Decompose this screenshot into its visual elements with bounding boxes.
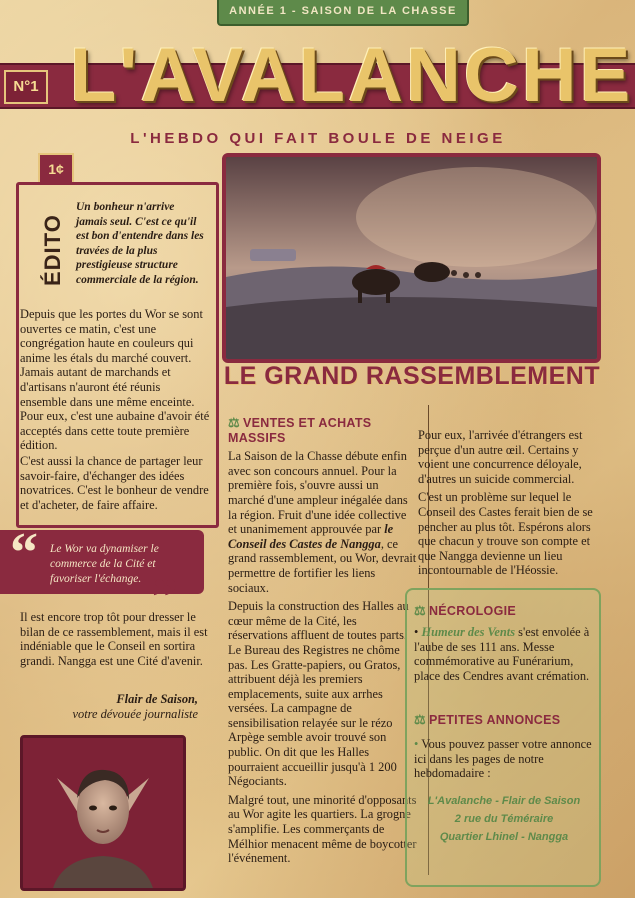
article-column-2: [418, 428, 596, 582]
necrologie-title: ⚖ NÉCROLOGIE: [414, 603, 517, 618]
pull-quote-text: Le Wor va dynamiser le commerce de la Cité et favoriser l'échange.: [50, 543, 159, 585]
author-role: votre dévouée journaliste: [72, 707, 198, 721]
issue-number: N°1: [4, 70, 48, 104]
article-paragraph-3: Malgré tout, une minorité d'opposants au Wor agite les quartiers. La grogne s'amplifie. Les commerçants de Mélhior menacent même de boycotter l'événement.: [228, 792, 417, 866]
edito-label: ÉDITO: [40, 214, 65, 286]
article-paragraph-2: Depuis la construction des Halles au cœur même de la Cité, les réservations affluent de toutes parts. Le Bureau des Registres ne chôme pas. Les Gratte-papiers, ou Gratos, attribuent déjà les premiers emplacements, suite aux arrhes versées. La campagne de sensibilisation relayée sur le rézo Arpège semble avoir trouvé son public. On dit que les Halles pourraient accueillir jusqu'à 1 200 Négociants.: [228, 599, 409, 789]
scales-icon: ⚖: [228, 415, 240, 430]
address-line-1: L'Avalanche - Flair de Saison: [427, 795, 581, 807]
portrait-illustration: [23, 738, 183, 888]
edito-paragraph-2: C'est aussi la chance de partager leur savoir-faire, d'échanger des idées novatrices. C'est le bonheur de vendre et d'acheter, de faire affaire.: [20, 453, 209, 512]
annonces-address: [414, 792, 594, 846]
necrologie-text: • Humeur des Vents s'est envolée à l'aube de ses 111 ans. Messe commémorative au Funérarium, place des Cendres avant crémation.: [414, 625, 590, 683]
council-name: le Conseil des Castes de Nangga: [228, 522, 394, 551]
address-line-2: 2 rue du Téméraire: [454, 813, 554, 825]
caravan-scene: [226, 157, 597, 359]
edito-lead: Un bonheur n'arrive jamais seul. C'est ce qu'il est bon d'entendre dans les travées de la plus prestigieuse structure commerciale de la région.: [76, 201, 204, 286]
annonces-text: • Vous pouvez passer votre annonce ici dans les pages de notre hebdomadaire :: [414, 737, 592, 781]
author-name: Flair de Saison,: [116, 692, 198, 706]
masthead-subtitle: L'HEBDO QUI FAIT BOULE DE NEIGE: [130, 130, 506, 147]
edito-paragraph-3: Il est encore trop tôt pour dresser le bilan de ce rassemblement, mais il est indéniable que le Conseil en sortira grandi. Nangga est une Cité d'avenir.: [20, 610, 208, 668]
article-column-1: [228, 416, 418, 870]
article-section-title: ⚖ VENTES ET ACHATS MASSIFS: [228, 415, 372, 445]
quote-open-icon: “: [10, 522, 38, 584]
deceased-name: Humeur des Vents: [421, 625, 516, 639]
scales-icon: ⚖: [414, 603, 426, 618]
article-paragraph-5: C'est un problème sur lequel le Conseil des Castes ferait bien de se pencher au plus tôt. Espérons alors que chacun y trouve son compte et que Nangga devienne un lieu incontournable de l'Héossie.: [418, 490, 593, 578]
hero-illustration: [222, 153, 601, 363]
quote-close-icon: ”: [152, 569, 178, 626]
signature: [20, 692, 198, 722]
article-headline: LE GRAND RASSEMBLEMENT: [223, 362, 601, 390]
address-line-3: Quartier Lhinel - Nangga: [439, 831, 569, 843]
edito-body: [20, 307, 210, 513]
scales-icon: ⚖: [414, 712, 426, 727]
season-banner: ANNÉE 1 - SAISON DE LA CHASSE: [217, 0, 469, 26]
article-paragraph-1: La Saison de la Chasse débute enfin avec son concours annuel. Pour la première fois, s'ouvre aussi un marché d'une ampleur inégalée dans la région. Fruit d'une idée collective et unanimement approuvée par le Conseil des Castes de Nangga, ce grand rassemblement, ou Wor, devrait permettre de fortifier les liens sociaux.: [228, 449, 417, 595]
bullet-icon: •: [414, 737, 419, 751]
article-paragraph-4: Pour eux, l'arrivée d'étrangers est perçue d'un autre œil. Certains y voient une concurrence déloyale, d'autres un suicide commercial.: [418, 428, 583, 486]
price-badge: 1¢: [38, 153, 74, 185]
journalist-portrait: [20, 735, 186, 891]
masthead-title: L'AVALANCHE: [70, 33, 634, 118]
annonces-title: ⚖ PETITES ANNONCES: [414, 712, 561, 727]
edito-paragraph-1: Depuis que les portes du Wor se sont ouvertes ce matin, c'est une congrégation haute en couleurs qui anime les étals du marché couvert. Jamais autant de marchands et d'artisans n'auront été réunis ensemble dans une même enceinte. Pour eux, c'est une aubaine d'avoir été acceptés dans cette toute première édition.: [20, 307, 210, 453]
